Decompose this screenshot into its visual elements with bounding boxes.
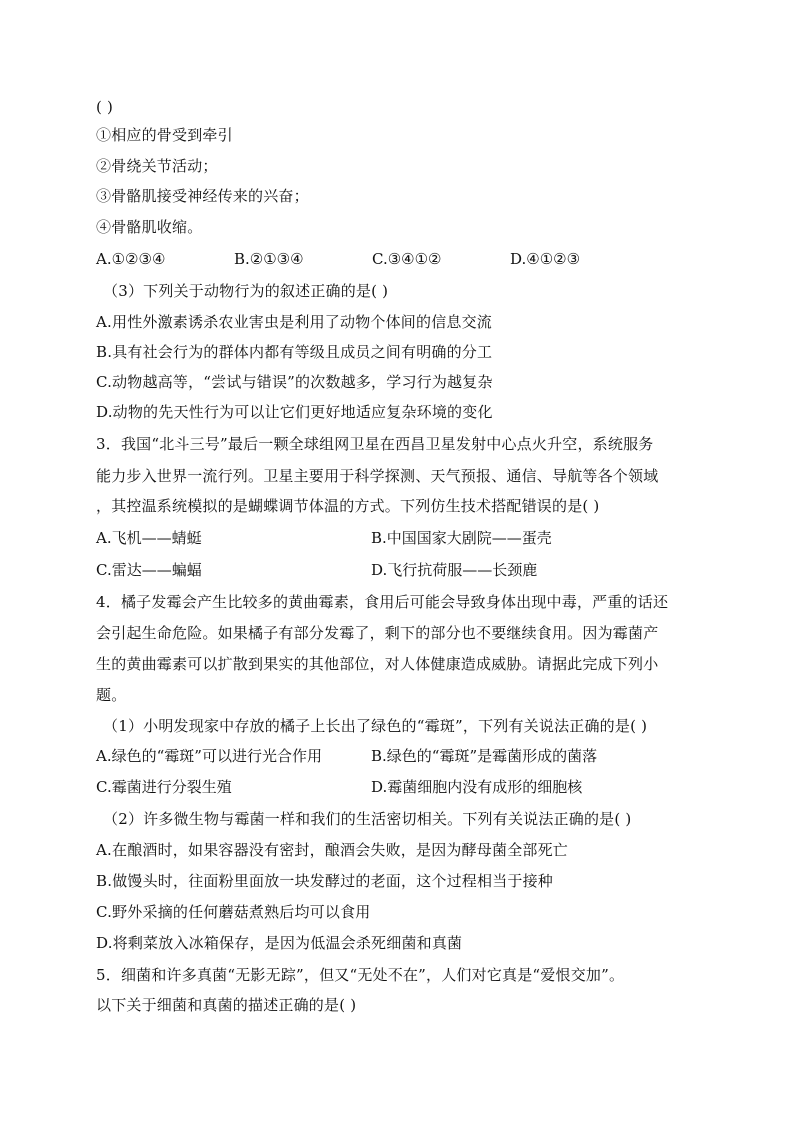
q5-stem-line-2: 以下关于细菌和真菌的描述正确的是( ) (96, 996, 357, 1014)
q2-option-c: C.③④①② (372, 250, 442, 268)
step-2: ②骨绕关节活动； (96, 157, 218, 175)
step-3: ③骨骼肌接受神经传来的兴奋； (96, 187, 309, 205)
q4-stem-line-3: 生的黄曲霉素可以扩散到果实的其他部位，对人体健康造成威胁。请据此完成下列小 (96, 655, 659, 673)
q3-option-d: D.飞行抗荷服——长颈鹿 (371, 561, 538, 579)
q4-sub2-option-a: A.在酿酒时，如果容器没有密封，酿酒会失败，是因为酵母菌全部死亡 (96, 841, 569, 859)
q4-sub2-option-b: B.做馒头时，往面粉里面放一块发酵过的老面，这个过程相当于接种 (96, 872, 553, 890)
q3-stem-line-3: ，其控温系统模拟的是蝴蝶调节体温的方式。下列仿生技术搭配错误的是( ) (96, 497, 600, 515)
q2-sub3-option-a: A.用性外激素诱杀农业害虫是利用了动物个体间的信息交流 (96, 313, 493, 331)
q3-stem-line-1: 3．我国“北斗三号”最后一颗全球组网卫星在西昌卫星发射中心点火升空，系统服务 (96, 435, 654, 453)
q2-option-a: A.①②③④ (96, 250, 166, 268)
q3-stem-line-2: 能力步入世界一流行列。卫星主要用于科学探测、天气预报、通信、导航等各个领域 (96, 467, 659, 485)
q4-sub1-option-b: B.绿色的“霉斑”是霉菌形成的菌落 (371, 747, 598, 765)
q4-sub2-stem: （2）许多微生物与霉菌一样和我们的生活密切相关。下列有关说法正确的是( ) (103, 810, 632, 828)
q2-option-b: B.②①③④ (234, 250, 304, 268)
q4-sub1-option-d: D.霉菌细胞内没有成形的细胞核 (371, 778, 583, 796)
step-1: ①相应的骨受到牵引 (96, 126, 233, 144)
q3-option-a: A.飞机——蜻蜓 (96, 529, 202, 547)
q4-sub1-stem: （1）小明发现家中存放的橘子上长出了绿色的“霉斑”，下列有关说法正确的是( ) (103, 717, 648, 735)
q5-stem-line-1: 5．细菌和许多真菌“无影无踪”，但又“无处不在”，人们对它真是“爱恨交加”。 (96, 966, 625, 984)
q3-option-c: C.雷达——蝙蝠 (96, 561, 202, 579)
q4-stem-line-1: 4．橘子发霉会产生比较多的黄曲霉素，食用后可能会导致身体出现中毒，严重的话还 (96, 593, 669, 611)
q2-option-d: D.④①②③ (510, 250, 581, 268)
q4-sub2-option-c: C.野外采摘的任何蘑菇煮熟后均可以食用 (96, 903, 371, 921)
q4-stem-line-2: 会引起生命危险。如果橘子有部分发霉了，剩下的部分也不要继续食用。因为霉菌产 (96, 624, 659, 642)
q4-stem-line-4: 题。 (96, 686, 127, 704)
q2-sub3-option-c: C.动物越高等，“尝试与错误”的次数越多，学习行为越复杂 (96, 373, 493, 391)
q2-sub3-option-d: D.动物的先天性行为可以让它们更好地适应复杂环境的变化 (96, 403, 493, 421)
q2-sub3-option-b: B.具有社会行为的群体内都有等级且成员之间有明确的分工 (96, 343, 493, 361)
answer-paren: ( ) (96, 98, 114, 116)
q4-sub1-option-a: A.绿色的“霉斑”可以进行光合作用 (96, 747, 322, 765)
step-4: ④骨骼肌收缩。 (96, 218, 203, 236)
q4-sub1-option-c: C.霉菌进行分裂生殖 (96, 778, 232, 796)
q2-sub3-stem: （3）下列关于动物行为的叙述正确的是( ) (103, 282, 389, 300)
q3-option-b: B.中国国家大剧院——蛋壳 (371, 529, 552, 547)
q4-sub2-option-d: D.将剩菜放入冰箱保存，是因为低温会杀死细菌和真菌 (96, 934, 463, 952)
